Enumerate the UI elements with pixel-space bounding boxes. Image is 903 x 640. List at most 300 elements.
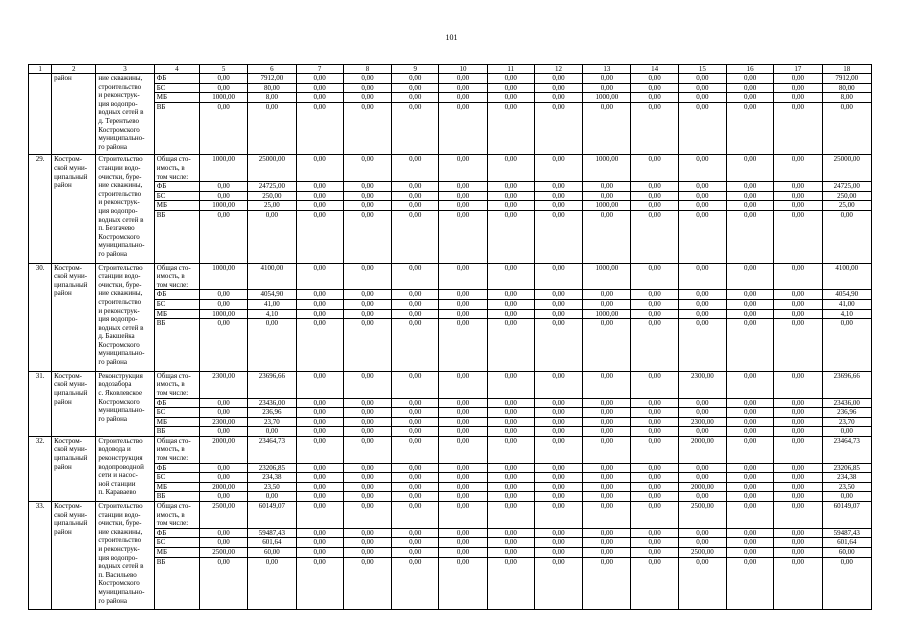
value-cell: 0,00 — [199, 557, 247, 610]
value-cell: 0,00 — [199, 191, 247, 201]
funding-source — [154, 557, 199, 610]
table-row — [29, 93, 872, 103]
value-cell: 0,00 — [583, 210, 631, 263]
value-cell: 0,00 — [392, 93, 439, 103]
district-line: ской муни- — [54, 445, 88, 454]
value-cell: 0,00 — [774, 463, 822, 473]
value-cell: 0,00 — [583, 482, 631, 492]
value-cell: 0,00 — [296, 557, 343, 610]
funding-source-line: ФБ — [156, 74, 167, 82]
funding-source — [154, 482, 199, 492]
value-cell: 0,00 — [678, 299, 726, 309]
value-cell: 0,00 — [487, 398, 534, 408]
table-row — [29, 408, 872, 418]
value-cell: 0,00 — [534, 155, 582, 182]
value-cell: 0,00 — [343, 502, 391, 529]
value-cell: 0,00 — [296, 502, 343, 529]
value-cell: 8,00 — [248, 93, 296, 103]
value-cell: 0,00 — [343, 548, 391, 558]
description-line: Строительство — [98, 263, 143, 272]
district-cell — [52, 371, 96, 436]
value-cell: 0,00 — [534, 557, 582, 610]
value-cell: 0,00 — [343, 371, 391, 398]
value-cell: 0,00 — [774, 528, 822, 538]
value-cell: 0,00 — [822, 427, 871, 437]
value-cell: 0,00 — [583, 427, 631, 437]
value-cell: 0,00 — [631, 398, 678, 408]
district-line: Костром- — [54, 436, 82, 445]
value-cell: 0,00 — [727, 548, 774, 558]
value-cell: 0,00 — [296, 482, 343, 492]
value-cell: 0,00 — [439, 263, 487, 290]
value-cell: 0,00 — [678, 319, 726, 372]
value-cell: 0,00 — [487, 492, 534, 502]
value-cell: 0,00 — [727, 83, 774, 93]
funding-source-line: том числе: — [156, 519, 189, 528]
value-cell: 0,00 — [727, 210, 774, 263]
value-cell: 0,00 — [583, 528, 631, 538]
district-line: Костром- — [54, 155, 82, 164]
value-cell: 0,00 — [727, 482, 774, 492]
value-cell: 0,00 — [392, 408, 439, 418]
value-cell: 0,00 — [439, 473, 487, 483]
description-line: Костромского — [98, 340, 140, 349]
value-cell: 0,00 — [727, 182, 774, 192]
value-cell: 0,00 — [583, 102, 631, 155]
value-cell: 1000,00 — [583, 309, 631, 319]
value-cell: 0,00 — [631, 182, 678, 192]
value-cell: 0,00 — [678, 473, 726, 483]
value-cell: 0,00 — [678, 102, 726, 155]
value-cell: 23,70 — [822, 417, 871, 427]
value-cell: 0,00 — [822, 102, 871, 155]
value-cell: 0,00 — [296, 417, 343, 427]
district-line: ципальный — [54, 172, 88, 181]
value-cell: 0,00 — [392, 102, 439, 155]
value-cell: 0,00 — [727, 427, 774, 437]
value-cell: 0,00 — [631, 309, 678, 319]
value-cell: 0,00 — [248, 427, 296, 437]
value-cell: 0,00 — [534, 436, 582, 463]
funding-source-line: ВБ — [156, 492, 166, 501]
value-cell: 0,00 — [678, 557, 726, 610]
value-cell: 0,00 — [392, 538, 439, 548]
value-cell: 0,00 — [343, 408, 391, 418]
value-cell: 0,00 — [774, 290, 822, 300]
funding-source — [154, 201, 199, 211]
value-cell: 1000,00 — [199, 263, 247, 290]
description-line: строительство — [98, 82, 142, 91]
value-cell: 0,00 — [343, 210, 391, 263]
funding-source-line: ФБ — [156, 398, 167, 407]
value-cell: 1000,00 — [583, 263, 631, 290]
value-cell: 0,00 — [534, 263, 582, 290]
description-line: сети и насос- — [98, 471, 138, 480]
value-cell: 0,00 — [343, 263, 391, 290]
description-line: го района — [98, 414, 128, 423]
value-cell: 0,00 — [774, 93, 822, 103]
value-cell: 0,00 — [296, 473, 343, 483]
value-cell: 0,00 — [439, 182, 487, 192]
value-cell: 236,96 — [822, 408, 871, 418]
funding-source-line: имость, в — [156, 510, 185, 519]
value-cell: 0,00 — [439, 548, 487, 558]
value-cell: 0,00 — [678, 191, 726, 201]
table-row — [29, 83, 872, 93]
value-cell: 0,00 — [296, 463, 343, 473]
description-line: муниципально- — [98, 349, 145, 358]
description-line: Костромского — [98, 579, 140, 588]
value-cell: 0,00 — [439, 417, 487, 427]
value-cell: 0,00 — [296, 182, 343, 192]
value-cell: 25,00 — [248, 201, 296, 211]
value-cell: 0,00 — [534, 102, 582, 155]
funding-source — [154, 155, 199, 182]
value-cell: 0,00 — [487, 201, 534, 211]
value-cell: 0,00 — [727, 408, 774, 418]
funding-source — [154, 473, 199, 483]
funding-source — [154, 210, 199, 263]
value-cell: 0,00 — [727, 371, 774, 398]
value-cell: 0,00 — [534, 417, 582, 427]
value-cell: 0,00 — [631, 538, 678, 548]
column-header-13: 13 — [583, 65, 631, 74]
value-cell: 0,00 — [631, 492, 678, 502]
value-cell: 0,00 — [631, 319, 678, 372]
value-cell: 0,00 — [727, 319, 774, 372]
value-cell: 0,00 — [199, 74, 247, 84]
value-cell: 0,00 — [343, 463, 391, 473]
description-line: водных сетей в — [98, 562, 144, 571]
value-cell: 0,00 — [296, 371, 343, 398]
value-cell: 0,00 — [678, 210, 726, 263]
value-cell: 0,00 — [343, 538, 391, 548]
value-cell: 0,00 — [727, 463, 774, 473]
funding-source-line: БС — [156, 191, 166, 200]
value-cell: 0,00 — [248, 492, 296, 502]
value-cell: 0,00 — [296, 528, 343, 538]
value-cell: 0,00 — [534, 201, 582, 211]
value-cell: 0,00 — [296, 436, 343, 463]
value-cell: 0,00 — [822, 210, 871, 263]
table-row — [29, 155, 872, 182]
value-cell: 0,00 — [343, 309, 391, 319]
value-cell: 0,00 — [487, 263, 534, 290]
value-cell: 0,00 — [487, 502, 534, 529]
value-cell: 0,00 — [727, 201, 774, 211]
value-cell: 0,00 — [583, 191, 631, 201]
value-cell: 0,00 — [774, 83, 822, 93]
value-cell: 4,10 — [822, 309, 871, 319]
value-cell: 2300,00 — [678, 371, 726, 398]
value-cell: 0,00 — [534, 548, 582, 558]
value-cell: 0,00 — [631, 482, 678, 492]
value-cell: 0,00 — [678, 538, 726, 548]
value-cell: 0,00 — [774, 502, 822, 529]
funding-source-line: Общая сто- — [156, 371, 191, 380]
funding-source — [154, 290, 199, 300]
value-cell: 0,00 — [534, 182, 582, 192]
funding-source-line: МБ — [156, 482, 167, 491]
value-cell: 0,00 — [439, 319, 487, 372]
value-cell: 0,00 — [439, 191, 487, 201]
value-cell: 2500,00 — [199, 548, 247, 558]
value-cell: 0,00 — [392, 155, 439, 182]
value-cell: 250,00 — [248, 191, 296, 201]
value-cell: 0,00 — [583, 417, 631, 427]
value-cell: 7912,00 — [822, 74, 871, 84]
column-header-6: 6 — [248, 65, 296, 74]
value-cell: 0,00 — [631, 290, 678, 300]
value-cell: 23,50 — [822, 482, 871, 492]
value-cell: 0,00 — [199, 299, 247, 309]
value-cell: 23696,66 — [248, 371, 296, 398]
value-cell: 0,00 — [678, 182, 726, 192]
table-row — [29, 427, 872, 437]
value-cell: 0,00 — [343, 319, 391, 372]
value-cell: 80,00 — [248, 83, 296, 93]
value-cell: 0,00 — [487, 83, 534, 93]
funding-source — [154, 463, 199, 473]
value-cell: 0,00 — [296, 398, 343, 408]
value-cell: 0,00 — [774, 74, 822, 84]
value-cell: 0,00 — [343, 290, 391, 300]
value-cell: 0,00 — [343, 398, 391, 408]
table-row — [29, 182, 872, 192]
value-cell: 0,00 — [727, 417, 774, 427]
value-cell: 0,00 — [487, 299, 534, 309]
district-line: Костром- — [54, 263, 82, 272]
value-cell: 0,00 — [343, 102, 391, 155]
value-cell: 0,00 — [727, 502, 774, 529]
value-cell: 2300,00 — [199, 417, 247, 427]
funding-source-line: ФБ — [156, 182, 167, 191]
district-line: ской муни- — [54, 272, 88, 281]
value-cell: 0,00 — [774, 492, 822, 502]
funding-source-line: Общая сто- — [156, 155, 191, 164]
description-line: Строительство — [98, 502, 143, 511]
value-cell: 4054,90 — [822, 290, 871, 300]
value-cell: 0,00 — [343, 191, 391, 201]
description-line: го района — [98, 358, 128, 367]
value-cell: 0,00 — [439, 299, 487, 309]
description-line: ние скважины, — [98, 527, 143, 536]
value-cell: 0,00 — [631, 201, 678, 211]
description-line: ние скважины, — [98, 74, 143, 82]
description-line: го района — [98, 249, 128, 258]
funding-source-line: том числе: — [156, 172, 189, 181]
district-line: ской муни- — [54, 380, 88, 389]
value-cell: 60,00 — [248, 548, 296, 558]
funding-source — [154, 417, 199, 427]
value-cell: 0,00 — [199, 473, 247, 483]
value-cell: 0,00 — [487, 210, 534, 263]
value-cell: 0,00 — [392, 299, 439, 309]
value-cell: 0,00 — [727, 290, 774, 300]
value-cell: 0,00 — [534, 427, 582, 437]
value-cell: 0,00 — [392, 436, 439, 463]
value-cell: 0,00 — [487, 548, 534, 558]
row-number: 31. — [29, 371, 52, 436]
value-cell: 0,00 — [583, 398, 631, 408]
value-cell: 0,00 — [583, 463, 631, 473]
value-cell: 0,00 — [774, 371, 822, 398]
value-cell: 23,70 — [248, 417, 296, 427]
description-line: водных сетей в — [98, 215, 144, 224]
value-cell: 0,00 — [487, 557, 534, 610]
value-cell: 0,00 — [296, 408, 343, 418]
value-cell: 0,00 — [343, 83, 391, 93]
value-cell: 4100,00 — [248, 263, 296, 290]
value-cell: 0,00 — [727, 309, 774, 319]
value-cell: 0,00 — [583, 538, 631, 548]
value-cell: 0,00 — [487, 538, 534, 548]
description-line: муниципально- — [98, 241, 145, 250]
value-cell: 0,00 — [583, 319, 631, 372]
funding-source-line: имость, в — [156, 272, 185, 281]
funding-source-line: имость, в — [156, 445, 185, 454]
description-line: водных сетей в — [98, 108, 144, 117]
value-cell: 23464,73 — [822, 436, 871, 463]
description-line: Костромского — [98, 125, 140, 134]
value-cell: 0,00 — [631, 299, 678, 309]
description-line: муниципально- — [98, 134, 145, 143]
value-cell: 0,00 — [631, 83, 678, 93]
value-cell: 0,00 — [727, 473, 774, 483]
value-cell: 41,00 — [248, 299, 296, 309]
value-cell: 0,00 — [248, 210, 296, 263]
description-line: ной станции — [98, 479, 136, 488]
value-cell: 0,00 — [343, 473, 391, 483]
value-cell: 0,00 — [439, 557, 487, 610]
value-cell: 0,00 — [343, 182, 391, 192]
table-row — [29, 102, 872, 155]
value-cell: 0,00 — [199, 102, 247, 155]
description-line: водных сетей в — [98, 323, 144, 332]
value-cell: 0,00 — [392, 309, 439, 319]
value-cell: 0,00 — [583, 371, 631, 398]
value-cell: 7912,00 — [248, 74, 296, 84]
value-cell: 0,00 — [343, 528, 391, 538]
table-row — [29, 309, 872, 319]
value-cell: 0,00 — [534, 473, 582, 483]
value-cell: 24725,00 — [248, 182, 296, 192]
value-cell: 0,00 — [631, 528, 678, 538]
table-row — [29, 557, 872, 610]
value-cell: 0,00 — [487, 463, 534, 473]
value-cell: 601,64 — [822, 538, 871, 548]
value-cell: 234,38 — [822, 473, 871, 483]
value-cell: 0,00 — [296, 427, 343, 437]
column-header-5: 5 — [199, 65, 247, 74]
value-cell: 0,00 — [678, 263, 726, 290]
value-cell: 0,00 — [343, 482, 391, 492]
value-cell: 0,00 — [727, 436, 774, 463]
value-cell: 0,00 — [774, 417, 822, 427]
value-cell: 0,00 — [392, 290, 439, 300]
value-cell: 0,00 — [296, 319, 343, 372]
description-line: станции водо- — [98, 272, 141, 281]
description-line: Строительство — [98, 436, 143, 445]
row-number: 33. — [29, 502, 52, 610]
value-cell: 25000,00 — [822, 155, 871, 182]
value-cell: 0,00 — [631, 473, 678, 483]
value-cell: 1000,00 — [583, 93, 631, 103]
value-cell: 0,00 — [774, 473, 822, 483]
value-cell: 0,00 — [774, 299, 822, 309]
description-line: Костромского — [98, 397, 140, 406]
value-cell: 0,00 — [631, 408, 678, 418]
value-cell: 4,10 — [248, 309, 296, 319]
description-line: го района — [98, 142, 128, 151]
table-row — [29, 492, 872, 502]
project-description — [96, 74, 154, 155]
value-cell: 0,00 — [487, 309, 534, 319]
value-cell: 0,00 — [822, 319, 871, 372]
value-cell: 0,00 — [534, 482, 582, 492]
value-cell: 0,00 — [392, 463, 439, 473]
column-header-4: 4 — [154, 65, 199, 74]
funding-source-line: имость, в — [156, 163, 185, 172]
value-cell: 0,00 — [199, 408, 247, 418]
table-row — [29, 201, 872, 211]
funding-source-line: ФБ — [156, 290, 167, 299]
value-cell: 0,00 — [774, 182, 822, 192]
value-cell: 0,00 — [296, 210, 343, 263]
funding-source — [154, 492, 199, 502]
value-cell: 0,00 — [392, 417, 439, 427]
value-cell: 0,00 — [392, 201, 439, 211]
value-cell: 0,00 — [199, 538, 247, 548]
description-line: водозабора — [98, 380, 132, 389]
value-cell: 2300,00 — [678, 417, 726, 427]
value-cell: 0,00 — [439, 528, 487, 538]
value-cell: 0,00 — [392, 263, 439, 290]
value-cell: 0,00 — [392, 182, 439, 192]
value-cell: 0,00 — [487, 93, 534, 103]
table-row — [29, 548, 872, 558]
value-cell: 0,00 — [534, 93, 582, 103]
table-row — [29, 502, 872, 529]
funding-source — [154, 502, 199, 529]
description-line: и реконструк- — [98, 198, 140, 207]
column-header-3: 3 — [96, 65, 154, 74]
row-number — [29, 74, 52, 155]
value-cell: 23436,00 — [822, 398, 871, 408]
description-line: ция водопро- — [98, 553, 138, 562]
description-line: строительство — [98, 536, 142, 545]
value-cell: 2500,00 — [678, 548, 726, 558]
column-header-2: 2 — [52, 65, 96, 74]
value-cell: 0,00 — [439, 74, 487, 84]
value-cell: 0,00 — [583, 299, 631, 309]
district-line: район — [54, 74, 72, 82]
value-cell: 0,00 — [487, 155, 534, 182]
value-cell: 0,00 — [534, 502, 582, 529]
value-cell: 0,00 — [392, 492, 439, 502]
value-cell: 23,50 — [248, 482, 296, 492]
district-line: район — [54, 462, 72, 471]
description-line: д. Бакшейка — [98, 332, 135, 341]
project-description — [96, 371, 154, 436]
funding-source-line: МБ — [156, 417, 167, 426]
description-line: муниципально- — [98, 588, 145, 596]
value-cell: 0,00 — [774, 102, 822, 155]
value-cell: 0,00 — [727, 528, 774, 538]
value-cell: 236,96 — [248, 408, 296, 418]
value-cell: 2000,00 — [199, 482, 247, 492]
value-cell: 0,00 — [392, 83, 439, 93]
